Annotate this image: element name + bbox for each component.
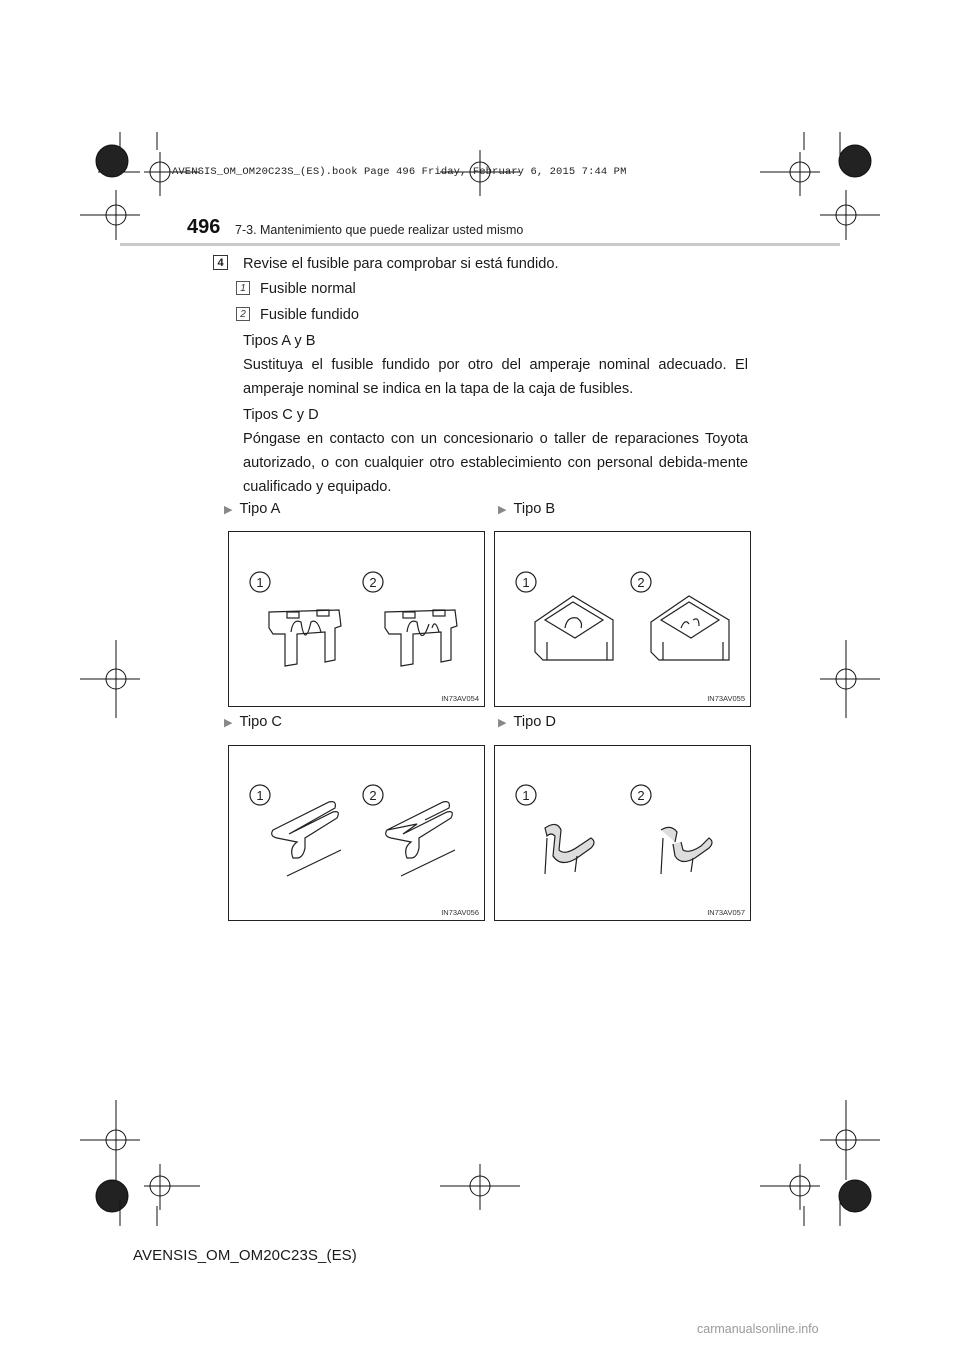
page-number: 496	[187, 216, 221, 238]
figure-d-callout-1: 1	[522, 788, 530, 803]
figure-label-tipo-d: ▶ Tipo D	[498, 714, 556, 730]
cartridge-fuse-illustration	[495, 532, 750, 706]
triangle-bullet-icon: ▶	[224, 717, 233, 729]
triangle-bullet-icon: ▶	[224, 504, 233, 516]
types-cd-heading: Tipos C y D	[243, 407, 319, 423]
callout-label-1: Fusible normal	[260, 281, 356, 297]
figure-b-callout-2: 2	[637, 575, 645, 590]
figure-a-code: IN73AV054	[441, 694, 479, 703]
callout-number-1: 1	[236, 281, 250, 295]
figure-tipo-a	[228, 531, 485, 707]
footer-document-code: AVENSIS_OM_OM20C23S_(ES)	[133, 1247, 357, 1264]
types-ab-heading: Tipos A y B	[243, 333, 316, 349]
bolt-fuse-illustration	[229, 746, 484, 920]
watermark: carmanualsonline.info	[697, 1322, 819, 1336]
triangle-bullet-icon: ▶	[498, 717, 507, 729]
figure-label-tipo-b: ▶ Tipo B	[498, 501, 556, 517]
types-ab-text: Sustituya el fusible fundido por otro del amperaje nominal adecuado. El amperaje nominal se indica en la tapa de la caja de fusibles.	[243, 357, 748, 397]
header-rule	[120, 243, 840, 246]
figure-c-code: IN73AV056	[441, 908, 479, 917]
figure-label-tipo-a: ▶ Tipo A	[224, 501, 281, 517]
blade-fuse-illustration	[229, 532, 484, 706]
figure-label-tipo-c: ▶ Tipo C	[224, 714, 282, 730]
figure-b-callout-1: 1	[522, 575, 530, 590]
figure-tipo-b	[494, 531, 751, 707]
callout-label-2: Fusible fundido	[260, 307, 359, 323]
fusible-link-illustration	[495, 746, 750, 920]
book-header: AVENSIS_OM_OM20C23S_(ES).book Page 496 Friday, February 6, 2015 7:44 PM	[172, 166, 627, 178]
triangle-bullet-icon: ▶	[498, 504, 507, 516]
figure-b-code: IN73AV055	[707, 694, 745, 703]
step-text: Revise el fusible para comprobar si está fundido.	[243, 256, 559, 272]
step-number-box: 4	[213, 255, 228, 270]
figure-c-callout-1: 1	[256, 788, 264, 803]
figure-d-code: IN73AV057	[707, 908, 745, 917]
figure-d-callout-2: 2	[637, 788, 645, 803]
figure-a-callout-2: 2	[369, 575, 377, 590]
callout-number-2: 2	[236, 307, 250, 321]
figure-c-callout-2: 2	[369, 788, 377, 803]
section-title: 7-3. Mantenimiento que puede realizar usted mismo	[235, 223, 524, 237]
types-cd-text: Póngase en contacto con un concesionario o taller de reparaciones Toyota autorizado, o con cualquier otro establecimiento con personal debida-mente cualificado y equipado.	[243, 431, 748, 495]
figure-tipo-c	[228, 745, 485, 921]
figure-a-callout-1: 1	[256, 575, 264, 590]
figure-tipo-d	[494, 745, 751, 921]
